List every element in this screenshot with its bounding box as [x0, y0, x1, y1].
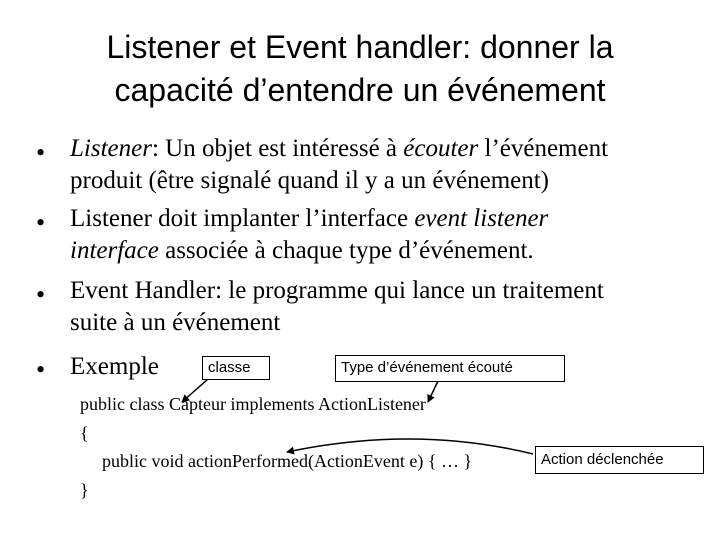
bullet-4-exemple: Exemple — [70, 353, 159, 380]
bullet-marker: • — [36, 138, 46, 167]
callout-classe: classe — [202, 356, 270, 380]
code-line-class-declaration: public class Capteur implements ActionListener — [80, 394, 426, 414]
callout-action-declenchee: Action déclenchée — [535, 446, 704, 474]
code-line-open-brace: { — [80, 423, 89, 443]
code-line-close-brace: } — [80, 480, 89, 500]
bullet-marker: • — [36, 280, 46, 309]
arrow-action — [287, 439, 533, 454]
bullet-2-text-b: associée à chaque type d’événement. — [158, 237, 534, 264]
bullet-2-text-a: Listener doit implanter l’interface — [70, 205, 415, 232]
bullet-1-term: Listener — [70, 135, 152, 162]
bullet-1-text-a: : Un objet est intéressé à — [151, 135, 404, 162]
bullet-1-emphasis: écouter — [403, 135, 479, 162]
arrow-classe — [182, 379, 208, 402]
title-line-2: capacité d’entendre un événement — [114, 72, 606, 108]
bullet-marker: • — [36, 355, 46, 384]
bullet-2-emphasis-a: event listener — [414, 205, 549, 232]
callout-type-evenement: Type d’événement écouté — [335, 355, 565, 382]
bullet-marker: • — [36, 208, 46, 237]
arrow-type-evenement — [428, 381, 438, 402]
bullet-2-emphasis-b: interface — [70, 237, 159, 264]
bullet-3-line-2: suite à un événement — [70, 309, 281, 336]
title-line-1: Listener et Event handler: donner la — [106, 29, 614, 65]
bullet-3-line-1: Event Handler: le programme qui lance un traitement — [70, 277, 604, 304]
code-line-method: public void actionPerformed(ActionEvent e) { … } — [102, 451, 473, 471]
bullet-1-text-b: l’événement — [478, 135, 609, 162]
bullet-1-line-2: produit (être signalé quand il y a un événement) — [70, 167, 550, 194]
